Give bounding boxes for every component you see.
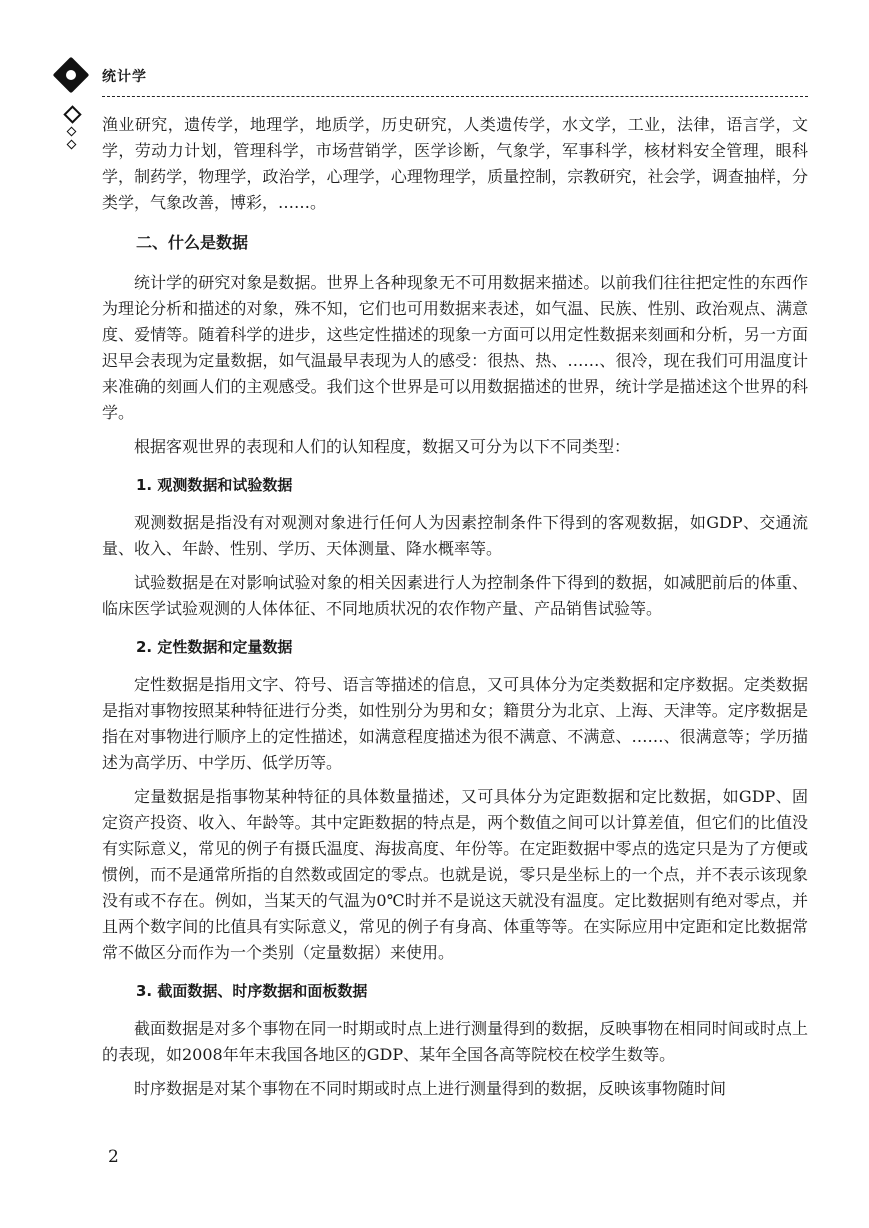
page-header bbox=[0, 0, 869, 110]
paragraph: 时序数据是对某个事物在不同时期或时点上进行测量得到的数据，反映该事物随时间 bbox=[134, 1079, 727, 1098]
tiny-diamond-icon bbox=[67, 140, 77, 150]
page-number: 2 bbox=[108, 1147, 119, 1167]
section-heading: 二、什么是数据 bbox=[136, 233, 249, 252]
paragraph: 定性数据是指用文字、符号、语言等描述的信息，又可具体分为定类数据和定序数据。定类数据是指对事物按照某种特征进行分类，如性别分为男和女；籍贯分为北京、上海、天津等。定序数据是指在对事物进行顺序上的定性描述，如满意程度描述为很不满意、不满意、……、很满意等；学历描述为高学历、中学历、低学历等。 bbox=[102, 675, 808, 772]
paragraph: 截面数据是对多个事物在同一时期或时点上进行测量得到的数据，反映事物在相同时间或时点上的表现，如2008年年末我国各地区的GDP、某年全国各高等院校在校学生数等。 bbox=[102, 1019, 808, 1064]
paragraph: 观测数据是指没有对观测对象进行任何人为因素控制条件下得到的客观数据，如GDP、交通流量、收入、年龄、性别、学历、天体测量、降水概率等。 bbox=[102, 513, 808, 558]
small-diamond-icon bbox=[63, 105, 81, 123]
subsection-heading: 3. 截面数据、时序数据和面板数据 bbox=[136, 982, 368, 1000]
subsection-heading: 1. 观测数据和试验数据 bbox=[136, 476, 293, 494]
subsection-heading: 2. 定性数据和定量数据 bbox=[136, 638, 293, 656]
header-rule bbox=[102, 96, 808, 97]
paragraph-continued: 渔业研究，遗传学，地理学，地质学，历史研究，人类遗传学，水文学，工业，法律，语言学，文学，劳动力计划，管理科学，市场营销学，医学诊断，气象学，军事科学，核材料安全管理，眼科学，制药学，物理学，政治学，心理学，心理物理学，质量控制，宗教研究，社会学，调查抽样，分类学，气象改善，博彩，……。 bbox=[102, 115, 808, 212]
paragraph: 试验数据是在对影响试验对象的相关因素进行人为控制条件下得到的数据，如减肥前后的体重、临床医学试验观测的人体体征、不同地质状况的农作物产量、产品销售试验等。 bbox=[102, 573, 808, 618]
page-body bbox=[102, 112, 808, 1110]
tiny-diamond-icon bbox=[67, 127, 77, 137]
paragraph: 统计学的研究对象是数据。世界上各种现象无不可用数据来描述。以前我们往往把定性的东西作为理论分析和描述的对象，殊不知，它们也可用数据来表述，如气温、民族、性别、政治观点、满意度、爱情等。随着科学的进步，这些定性描述的现象一方面可以用定性数据来刻画和分析，另一方面迟早会表现为定量数据，如气温最早表现为人的感受：很热、热、……、很冷，现在我们可用温度计来准确的刻画人们的主观感受。我们这个世界是可以用数据描述的世界，统计学是描述这个世界的科学。 bbox=[102, 273, 808, 422]
diamond-ornament-icon bbox=[53, 57, 90, 94]
paragraph: 根据客观世界的表现和人们的认知程度，数据又可分为以下不同类型： bbox=[134, 437, 631, 456]
paragraph: 定量数据是指事物某种特征的具体数量描述，又可具体分为定距数据和定比数据，如GDP、固定资产投资、收入、年龄等。其中定距数据的特点是，两个数值之间可以计算差值，但它们的比值没有实际意义，常见的例子有摄氏温度、海拔高度、年份等。在定距数据中零点的选定只是为了方便或惯例，而不是通常所指的自然数或固定的零点。也就是说，零只是坐标上的一个点，并不表示该现象没有或不存在。例如，当某天的气温为0℃时并不是说这天就没有温度。定比数据则有绝对零点，并且两个数字间的比值具有实际意义，常见的例子有身高、体重等等。在实际应用中定距和定比数据常常不做区分而作为一个类别（定量数据）来使用。 bbox=[102, 787, 808, 962]
running-title: 统计学 bbox=[102, 69, 147, 85]
